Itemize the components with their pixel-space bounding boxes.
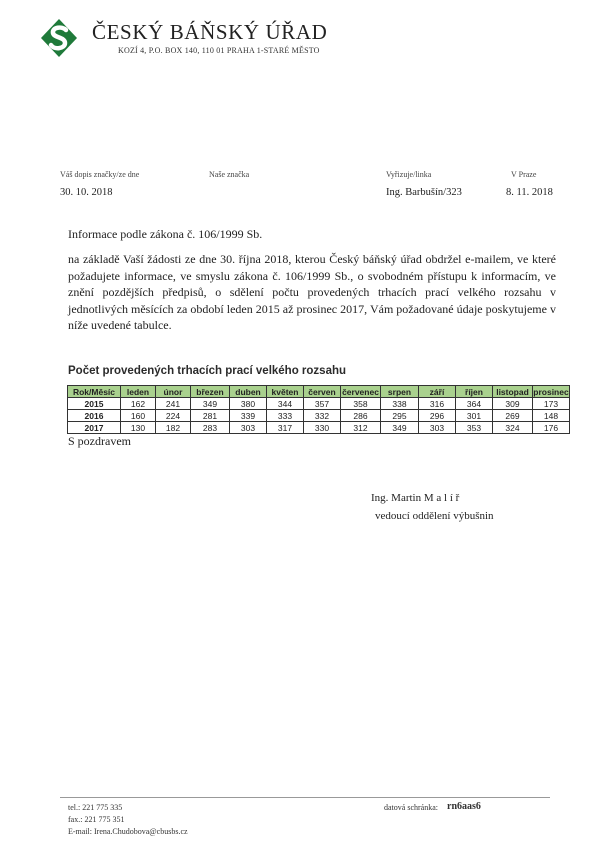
- col-header: březen: [191, 386, 230, 398]
- table-cell: 338: [381, 398, 419, 410]
- footer-tel: tel.: 221 775 335: [68, 803, 123, 812]
- handled-by-value: Ing. Barbušín/323: [386, 187, 462, 198]
- footer-fax: fax.: 221 775 351: [68, 815, 125, 824]
- table-cell: 353: [456, 422, 493, 434]
- col-header: srpen: [381, 386, 419, 398]
- table-cell: 349: [381, 422, 419, 434]
- table-cell: 182: [156, 422, 191, 434]
- databox-label: datová schránka:: [384, 803, 438, 812]
- col-header: květen: [267, 386, 304, 398]
- col-header: Rok/Měsíc: [68, 386, 121, 398]
- databox-value: rn6aas6: [447, 801, 481, 812]
- letter-subject: Informace podle zákona č. 106/1999 Sb.: [68, 227, 263, 241]
- greeting: S pozdravem: [68, 434, 131, 448]
- table-title: Počet provedených trhacích prací velkého rozsahu: [68, 365, 347, 377]
- table-cell: 281: [191, 410, 230, 422]
- org-name: ČESKÝ BÁŇSKÝ ÚŘAD: [92, 20, 328, 44]
- our-ref-label: Naše značka: [209, 170, 250, 179]
- table-cell: 303: [419, 422, 456, 434]
- col-header: prosinec: [533, 386, 569, 397]
- footer-divider: [60, 797, 550, 798]
- table-cell: 332: [304, 410, 341, 422]
- table-row: [68, 422, 570, 434]
- table-cell: 301: [456, 410, 493, 422]
- table-cell: 330: [304, 422, 341, 434]
- col-header: září: [419, 386, 456, 398]
- place-label: V Praze: [511, 170, 537, 179]
- table-cell: 162: [121, 398, 156, 410]
- row-year: 2015: [68, 398, 121, 410]
- table-cell: 303: [230, 422, 267, 434]
- col-header: červenec: [342, 386, 379, 397]
- col-header: červen: [304, 386, 341, 398]
- table-cell: 296: [419, 410, 456, 422]
- cbu-logo-icon: [40, 18, 78, 58]
- table-cell: 317: [267, 422, 304, 434]
- table-cell: 269: [493, 410, 533, 422]
- table-cell: 286: [341, 410, 381, 422]
- table-cell: 176: [533, 422, 570, 434]
- handled-by-label: Vyřizuje/linka: [386, 170, 432, 179]
- col-header: leden: [121, 386, 156, 398]
- table-cell: 349: [191, 398, 230, 410]
- table-cell: 364: [456, 398, 493, 410]
- row-year: 2016: [68, 410, 121, 422]
- col-header: říjen: [456, 386, 493, 398]
- your-letter-label: Váš dopis značky/ze dne: [60, 170, 140, 179]
- signer-name: Ing. Martin M a l í ř: [371, 492, 460, 504]
- table-cell: 173: [533, 398, 570, 410]
- table-cell: 358: [341, 398, 381, 410]
- table-cell: 316: [419, 398, 456, 410]
- row-year: 2017: [68, 422, 121, 434]
- col-header: duben: [230, 386, 267, 398]
- table-cell: 344: [267, 398, 304, 410]
- table-header-row: [68, 386, 570, 398]
- table-cell: 339: [230, 410, 267, 422]
- letter-body: na základě Vaší žádosti ze dne 30. října 2018, kterou Český báňský úřad obdržel e-mailem, ve které požadujete informace, ve smyslu zákona č. 106/1999 Sb., o svobodném přístupu k informacím, ve znění pozdějších předpisů, o sdělení počtu provedených trhacích prací velkého rozsahu v jednotlivých měsících za období leden 2015 až prosinec 2017, Vám požadované údaje poskytujeme v níže uvedené tabulce.: [68, 252, 556, 333]
- footer-email: E-mail: Irena.Chudobova@cbusbs.cz: [68, 827, 188, 836]
- table-row: [68, 398, 570, 410]
- table-cell: 309: [493, 398, 533, 410]
- data-table: [67, 385, 570, 434]
- org-address: KOZÍ 4, P.O. BOX 140, 110 01 PRAHA 1-STARÉ MĚSTO: [118, 46, 320, 55]
- table-cell: 324: [493, 422, 533, 434]
- table-cell: 224: [156, 410, 191, 422]
- signer-title: vedoucí oddělení výbušnin: [375, 510, 494, 522]
- col-header: únor: [156, 386, 191, 398]
- table-cell: 312: [341, 422, 381, 434]
- table-cell: 333: [267, 410, 304, 422]
- table-cell: 283: [191, 422, 230, 434]
- table-cell: 148: [533, 410, 570, 422]
- col-header: listopad: [493, 386, 533, 398]
- letter-date: 8. 11. 2018: [506, 187, 553, 198]
- table-cell: 295: [381, 410, 419, 422]
- table-cell: 380: [230, 398, 267, 410]
- table-cell: 160: [121, 410, 156, 422]
- table-row: [68, 410, 570, 422]
- table-cell: 357: [304, 398, 341, 410]
- table-cell: 130: [121, 422, 156, 434]
- your-letter-date: 30. 10. 2018: [60, 187, 113, 198]
- table-cell: 241: [156, 398, 191, 410]
